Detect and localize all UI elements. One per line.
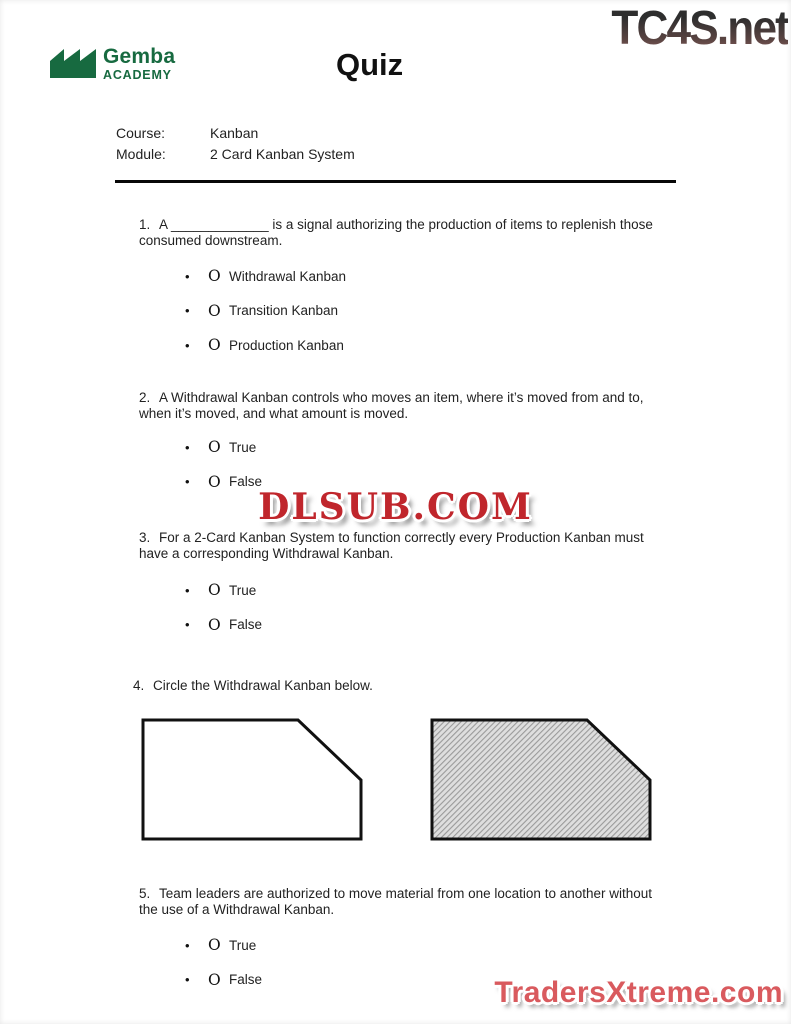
option-row-false[interactable] [185,963,262,998]
option-row-transition-kanban[interactable] [185,294,346,329]
bullet-icon: • [185,268,190,284]
course-label: Course: [116,125,166,141]
option-row-production-kanban[interactable] [185,328,346,363]
question-5 [139,886,671,918]
question-3-number: 3. [139,530,151,545]
bullet-icon: • [185,474,190,490]
option-row-true[interactable] [185,430,262,465]
watermark-tc4s: TC4S.net [611,2,788,55]
divider-rule [115,180,676,183]
logo-name: Gemba [103,45,176,68]
question-5-text: Team leaders are authorized to move material from one location to another without the use of a Withdrawal Kanban. [139,886,653,917]
radio-marker[interactable]: O [208,472,221,491]
watermark-dlsub: DLSUB.COM [258,486,533,528]
option-row-true[interactable] [185,928,262,963]
logo-subname: ACADEMY [103,68,172,82]
bullet-icon: • [185,582,190,598]
question-1-number: 1. [139,217,151,232]
question-3 [139,530,663,562]
question-5-options [185,928,262,997]
option-label: Withdrawal Kanban [229,268,347,284]
radio-marker[interactable]: O [208,267,221,286]
question-4-text: Circle the Withdrawal Kanban below. [153,678,373,693]
watermark-tradersxtreme: TradersXtreme.com [494,976,783,1009]
question-1-options [185,259,346,363]
question-5-number: 5. [139,886,151,901]
option-label: False [229,972,263,988]
bullet-icon: • [185,337,190,353]
module-label: Module: [116,145,166,162]
option-row-withdrawal-kanban[interactable] [185,259,346,294]
question-2-text: A Withdrawal Kanban controls who moves an item, where it’s moved from and to, when it’s moved, and what amount is moved. [139,390,644,421]
question-4-number: 4. [133,678,145,693]
factory-icon [50,48,98,78]
bullet-icon: • [185,303,190,319]
gemba-academy-logo [50,46,175,82]
option-label: Transition Kanban [229,303,339,319]
course-module-block [116,123,355,164]
page-title: Quiz [336,47,404,82]
question-3-text: For a 2-Card Kanban System to function correctly every Production Kanban must have a corresponding Withdrawal Kanban. [139,530,644,561]
radio-marker[interactable]: O [208,970,221,989]
option-label: True [229,937,257,953]
option-row-true[interactable] [185,573,262,608]
question-4 [133,678,653,694]
bullet-icon: • [185,617,190,633]
course-value: Kanban [210,125,259,141]
radio-marker[interactable]: O [208,336,221,355]
option-label: False [229,617,263,633]
radio-marker[interactable]: O [208,936,221,955]
bullet-icon: • [185,937,190,953]
question-2-number: 2. [139,390,151,405]
question-1-text: A _____________ is a signal authorizing the production of items to replenish those consumed downstream. [139,217,653,248]
question-1 [139,217,655,249]
kanban-card-hatched[interactable] [430,718,652,841]
option-label: True [229,582,257,598]
kanban-card-plain[interactable] [141,718,363,841]
option-row-false[interactable] [185,608,262,643]
radio-marker[interactable]: O [208,438,221,457]
logo-text [103,46,175,82]
radio-marker[interactable]: O [208,301,221,320]
bullet-icon: • [185,972,190,988]
radio-marker[interactable]: O [208,615,221,634]
question-2 [139,390,655,422]
question-3-options [185,573,262,642]
option-label: Production Kanban [229,337,344,353]
radio-marker[interactable]: O [208,581,221,600]
module-value: 2 Card Kanban System [210,145,355,162]
option-label: True [229,439,257,455]
option-label: False [229,474,263,490]
bullet-icon: • [185,439,190,455]
